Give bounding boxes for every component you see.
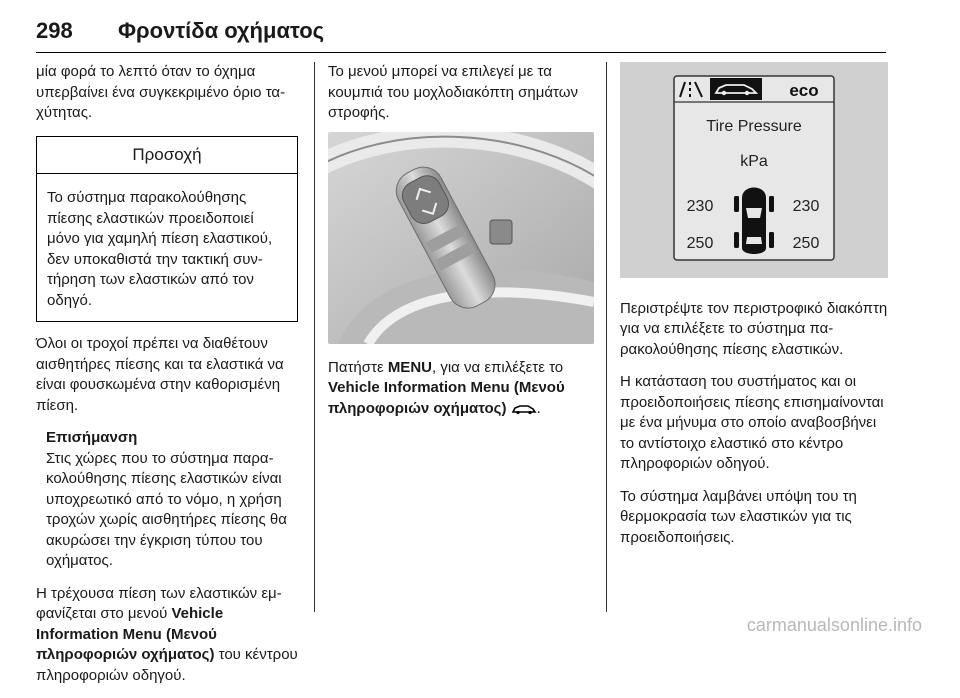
rear-right-pressure: 250 — [792, 235, 820, 252]
column-divider — [606, 62, 607, 612]
sensors-paragraph: Όλοι οι τροχοί πρέπει να διαθέτουν αισθητήρες πίεσης και τα ελαστικά να είναι φουσκωμένα στην καθορισμένη πίεση. — [36, 335, 284, 414]
pressure-unit: kPa — [740, 153, 768, 170]
page-title: Φροντίδα οχήματος — [118, 18, 325, 43]
turn-signal-lever-illustration — [328, 132, 594, 344]
caution-box — [36, 136, 298, 323]
press-menu-paragraph — [328, 358, 594, 420]
temperature-paragraph: Το σύστημα λαμβάνει υπόψη του τη θερμοκρασία των ελαστικών για τις προειδοποιήσεις. — [620, 487, 857, 546]
note-block — [46, 428, 298, 572]
column-divider — [314, 62, 315, 612]
current-pressure-text-end: του κέντρου πληροφοριών οδηγού. — [36, 646, 298, 684]
menu-name: Vehicle Information Menu (Μενού πληροφοριών οχήματος) — [328, 379, 565, 417]
column-2 — [328, 62, 594, 431]
caution-text: Το σύστημα παρακολούθησης πίεσης ελαστικών προειδοποιεί μόνο για χαμηλή πίεση ελαστικού, δεν υποκαθιστά την τακτική συντήρηση των ελαστικών από τον οδηγό. — [47, 189, 273, 309]
front-left-pressure: 230 — [686, 198, 714, 215]
car-icon — [511, 403, 537, 415]
front-right-pressure: 230 — [792, 198, 820, 215]
column-1 — [36, 62, 298, 698]
current-pressure-text: Η τρέχουσα πίεση των ελαστικών εμφανίζεται στο μενού — [36, 584, 282, 622]
status-paragraph: Η κατάσταση του συστήματος και οι προειδοποιήσεις πίεσης επισημαίνονται με ένα μήνυμα στο οποίο αναβοσβήνει το αντίστοιχο ελαστικό στο κέντρο πληροφοριών οδηγού. — [620, 373, 884, 472]
press-text: Πατήστε — [328, 358, 388, 376]
page-header — [36, 12, 886, 53]
menu-key: MENU — [387, 358, 432, 376]
rear-left-pressure: 250 — [686, 235, 714, 252]
press-text-mid: , για να επιλέξετε το — [431, 358, 564, 376]
rotary-paragraph: Περιστρέψτε τον περιστροφικό διακόπτη για να επιλέξετε το σύστημα παρακολούθησης πίεσης ελαστικών. — [620, 299, 888, 358]
page-number: 298 — [36, 18, 73, 43]
caution-title: Προσοχή — [37, 137, 297, 175]
tire-pressure-display — [620, 62, 888, 278]
menu-intro-text: Το μενού μπορεί να επιλεγεί με τα κουμπιά του μοχλοδιακόπτη σημάτων στροφής. — [328, 63, 578, 121]
press-text-end: . — [536, 399, 541, 417]
current-pressure-paragraph — [36, 584, 298, 687]
menu-name: Vehicle Information Menu (Μενού πληροφοριών οχήματος) — [36, 605, 224, 663]
intro-text: μία φορά το λεπτό όταν το όχημα υπερβαίνει ένα συγκεκριμένο όριο ταχύτητας. — [36, 63, 286, 121]
eco-mode-label: eco — [789, 81, 819, 100]
note-text: Στις χώρες που το σύστημα παρακολούθησης πίεσης ελαστικών είναι υποχρεωτικό από το νόμο, η χρήση τροχών χωρίς αισθητήρες πίεσης θα ακυρώσει την έγκριση τύπου του οχήματος. — [46, 449, 287, 569]
watermark: carmanualsonline.info — [746, 615, 922, 635]
column-3 — [620, 62, 888, 560]
note-title: Επισήμανση — [46, 429, 138, 446]
display-title: Tire Pressure — [706, 118, 802, 135]
